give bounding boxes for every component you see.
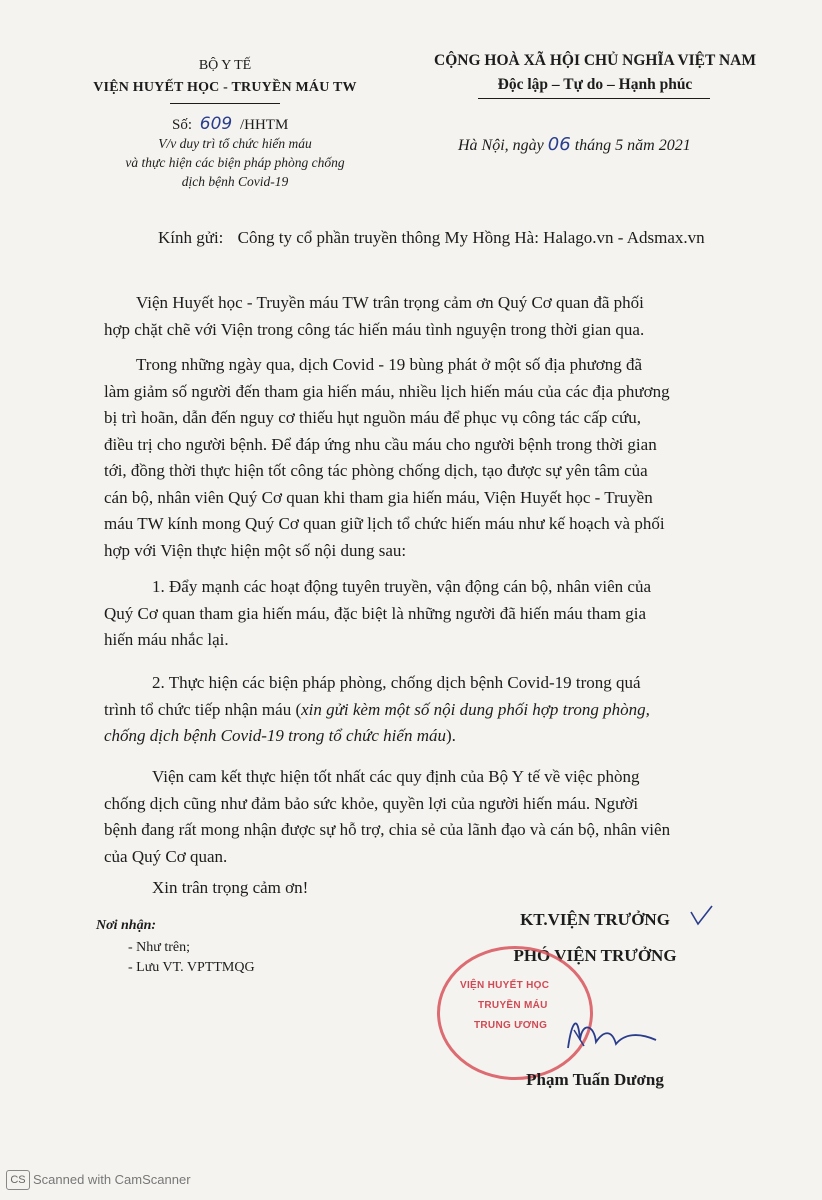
text-segment: trình tổ chức tiếp nhận máu ( — [104, 699, 302, 719]
text-line: máu TW kính mong Quý Cơ quan giữ lịch tổ chức hiến máu như kế hoạch và phối — [104, 514, 665, 533]
country-name: CỘNG HOÀ XÃ HỘI CHỦ NGHĨA VIỆT NAM — [434, 52, 756, 69]
camscanner-watermark: Scanned with CamScanner — [33, 1172, 191, 1187]
closing-thanks: Xin trân trọng cảm ơn! — [152, 878, 309, 897]
seal-text: TRUYỀN MÁU — [478, 1000, 548, 1011]
text-line: hợp với Viện thực hiện một số nội dung sau: — [104, 540, 407, 560]
text-segment: ). — [445, 726, 456, 745]
italic-segment: xin gửi kèm một số nội dung phối hợp trong phòng, — [301, 699, 650, 719]
subject-line: dịch bệnh Covid-19 — [181, 174, 289, 189]
text-line: bị trì hoãn, dẫn đến nguy cơ thiếu hụt nguồn máu để phục vụ công tác cấp cứu, — [104, 408, 642, 427]
recipient-item: - Lưu VT. VPTTMQG — [128, 960, 255, 975]
recipient-item: - Như trên; — [128, 940, 191, 955]
motto-underline — [478, 98, 710, 99]
seal-text: TRUNG ƯƠNG — [474, 1020, 548, 1031]
national-motto: Độc lập – Tự do – Hạnh phúc — [497, 76, 693, 93]
text-line: 1. Đẩy mạnh các hoạt động tuyên truyền, vận động cán bộ, nhân viên của — [152, 577, 651, 596]
signer-role-2: PHÓ VIỆN TRƯỞNG — [513, 946, 677, 965]
date-day-handwritten: 06 — [547, 134, 571, 155]
date-prefix: Hà Nội, ngày — [458, 137, 544, 154]
subject-block — [90, 134, 380, 191]
text-line: bệnh đang rất mong nhận được sự hỗ trợ, chia sẻ của lãnh đạo và cán bộ, nhân viên — [104, 820, 671, 839]
recipient-name: Công ty cổ phần truyền thông My Hồng Hà: Halago.vn - Adsmax.vn — [237, 228, 705, 247]
text-line — [104, 697, 749, 724]
recipients-title: Nơi nhận: — [96, 918, 157, 933]
recipients-list — [128, 938, 255, 978]
text-line: hợp chặt chẽ với Viện trong công tác hiến máu tình nguyện trong thời gian qua. — [104, 319, 645, 339]
text-line: điều trị cho người bệnh. Để đáp ứng nhu cầu máu cho người bệnh trong thời gian — [104, 434, 657, 454]
paragraph-situation — [104, 352, 749, 564]
text-line: Viện Huyết học - Truyền máu TW trân trọng cảm ơn Quý Cơ quan đã phối — [136, 293, 644, 312]
date-suffix: tháng 5 năm 2021 — [574, 137, 691, 154]
italic-segment: chống dịch bệnh Covid-19 trong tổ chức hiến máu — [104, 726, 446, 745]
subject-line: và thực hiện các biện pháp phòng chống — [125, 155, 345, 170]
list-item-2 — [104, 670, 749, 750]
issue-date — [458, 134, 691, 155]
number-prefix: Số: — [172, 117, 193, 133]
text-line: của Quý Cơ quan. — [104, 846, 228, 866]
text-line: hiến máu nhắc lại. — [104, 630, 229, 649]
text-line: 2. Thực hiện các biện pháp phòng, chống dịch bệnh Covid-19 trong quá — [152, 673, 641, 692]
signer-name: Phạm Tuấn Dương — [526, 1070, 664, 1089]
text-line: cán bộ, nhân viên Quý Cơ quan khi tham gia hiến máu, Viện Huyết học - Truyền — [104, 487, 653, 507]
text-line: tới, đồng thời thực hiện tốt công tác phòng chống dịch, tạo được sự yên tâm của — [104, 461, 648, 480]
paragraph-thanks — [104, 290, 749, 343]
signer-role-1: KT.VIỆN TRƯỞNG — [520, 910, 670, 929]
camscanner-logo: CS — [6, 1170, 30, 1190]
list-item-1 — [104, 574, 749, 654]
recipient-line — [158, 228, 705, 248]
text-line: làm giảm số người đến tham gia hiến máu, nhiều lịch hiến máu của các địa phương — [104, 381, 670, 401]
number-handwritten: 609 — [199, 114, 233, 134]
paragraph-commitment — [104, 764, 749, 870]
text-line: Viện cam kết thực hiện tốt nhất các quy định của Bộ Y tế về việc phòng — [152, 767, 640, 786]
institute-underline — [170, 103, 280, 104]
subject-line: V/v duy trì tổ chức hiến máu — [158, 136, 312, 151]
ministry-name: BỘ Y TẾ — [198, 58, 252, 73]
number-suffix: /HHTM — [239, 117, 289, 133]
initial-tick-mark — [688, 904, 718, 930]
handwritten-signature — [560, 1000, 670, 1060]
text-line: chống dịch cũng như đảm bảo sức khỏe, quyền lợi của người hiến máu. Người — [104, 793, 639, 813]
document-number — [172, 114, 288, 134]
seal-text: VIỆN HUYẾT HỌC — [460, 980, 550, 991]
text-line: Trong những ngày qua, dịch Covid - 19 bùng phát ở một số địa phương đã — [136, 355, 643, 374]
text-line: Quý Cơ quan tham gia hiến máu, đặc biệt là những người đã hiến máu tham gia — [104, 603, 647, 623]
institute-name: VIỆN HUYẾT HỌC - TRUYỀN MÁU TW — [93, 80, 357, 95]
recipient-label: Kính gửi: — [158, 228, 224, 247]
text-line — [104, 723, 749, 750]
